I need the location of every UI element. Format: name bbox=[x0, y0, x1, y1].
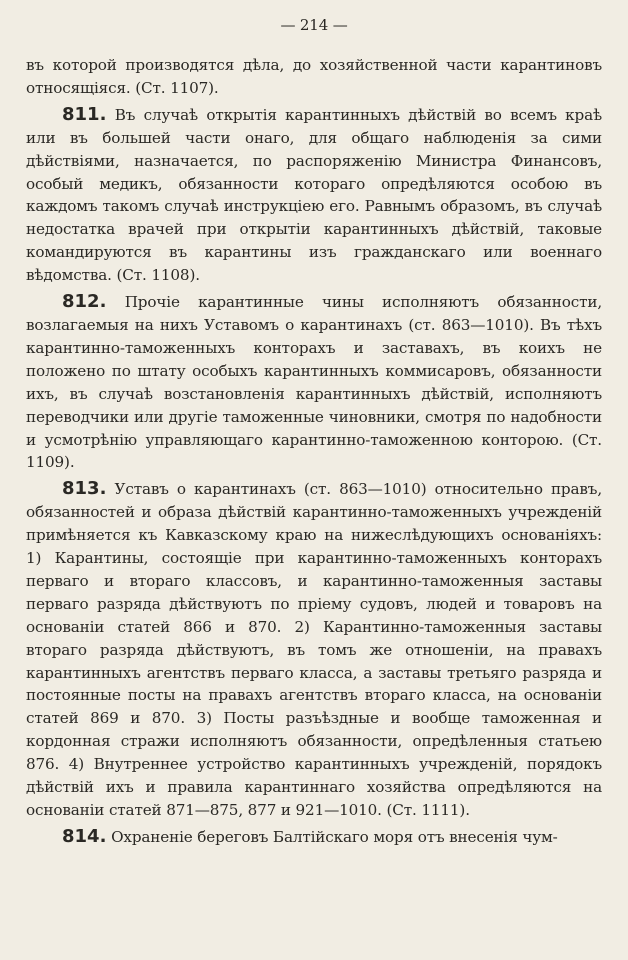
paragraph-text: Въ случаѣ открытія карантинныхъ дѣйствій во всемъ краѣ или въ большей части онаго, для общаго наблюденія за сими дѣйствіями, назначается, по распоряженію Министра Финансовъ, особый медикъ, обязанности котораго опредѣляются особою въ каждомъ такомъ случаѣ инструкціею его. Равнымъ образомъ, въ случаѣ недостатка врачей при открытіи карантинныхъ дѣйствій, таковые командируются въ карантины изъ гражданскаго или военнаго вѣдомства. (Ст. 1108). bbox=[26, 105, 602, 285]
paragraph-continuation bbox=[26, 54, 602, 100]
article-813 bbox=[26, 478, 602, 822]
article-number: 814. bbox=[62, 825, 107, 847]
article-811 bbox=[26, 104, 602, 287]
article-814 bbox=[26, 826, 602, 849]
article-number: 811. bbox=[62, 103, 107, 125]
article-number: 813. bbox=[62, 478, 107, 500]
paragraph-text: Охраненіе береговъ Балтійскаго моря отъ внесенія чум- bbox=[106, 827, 558, 846]
paragraph-text: въ которой производятся дѣла, до хозяйственной части карантиновъ относящіяся. (Ст. 1107). bbox=[26, 56, 602, 97]
article-number: 812. bbox=[62, 291, 107, 313]
paragraph-text: Уставъ о карантинахъ (ст. 863—1010) относительно правъ, обязанностей и образа дѣйствій карантинно-таможенныхъ учрежденій примѣняется къ Кавказскому краю на нижеслѣдующихъ основаніяхъ: 1) Карантины, состоящіе при карантинно-таможенныхъ конторахъ перваго и втораго классовъ, и карантинно-таможенныя заставы перваго разряда дѣйствуютъ по пріему судовъ, людей и товаровъ на основаніи статей 866 и 870. 2) Карантинно-таможенныя заставы втораго разряда дѣйствуютъ, въ томъ же отношеніи, на правахъ карантинныхъ агентствъ перваго класса, а заставы третьяго разряда и постоянные посты на правахъ агентствъ втораго класса, на основаніи статей 869 и 870. 3) Посты разъѣздные и вообще таможенная и кордонная стражи исполняютъ обязанности, опредѣленныя статьею 876. 4) Внутреннее устройство карантинныхъ учрежденій, порядокъ дѣйствій ихъ и правила карантиннаго хозяйства опредѣляются на основаніи статей 871—875, 877 и 921—1010. (Ст. 1111). bbox=[26, 480, 602, 819]
page-number: — 214 — bbox=[280, 16, 348, 34]
article-812 bbox=[26, 291, 602, 474]
paragraph-text: Прочіе карантинные чины исполняютъ обязанности, возлагаемыя на нихъ Уставомъ о карантинахъ (ст. 863—1010). Въ тѣхъ карантинно-таможенныхъ конторахъ и заставахъ, въ коихъ не положено по штату особыхъ карантинныхъ коммисаровъ, обязанности ихъ, въ случаѣ возстановленія карантинныхъ дѣйствій, исполняютъ переводчики или другіе таможенные чиновники, смотря по надобности и усмотрѣнію управляющаго карантинно-таможенною конторою. (Ст. 1109). bbox=[26, 293, 602, 472]
